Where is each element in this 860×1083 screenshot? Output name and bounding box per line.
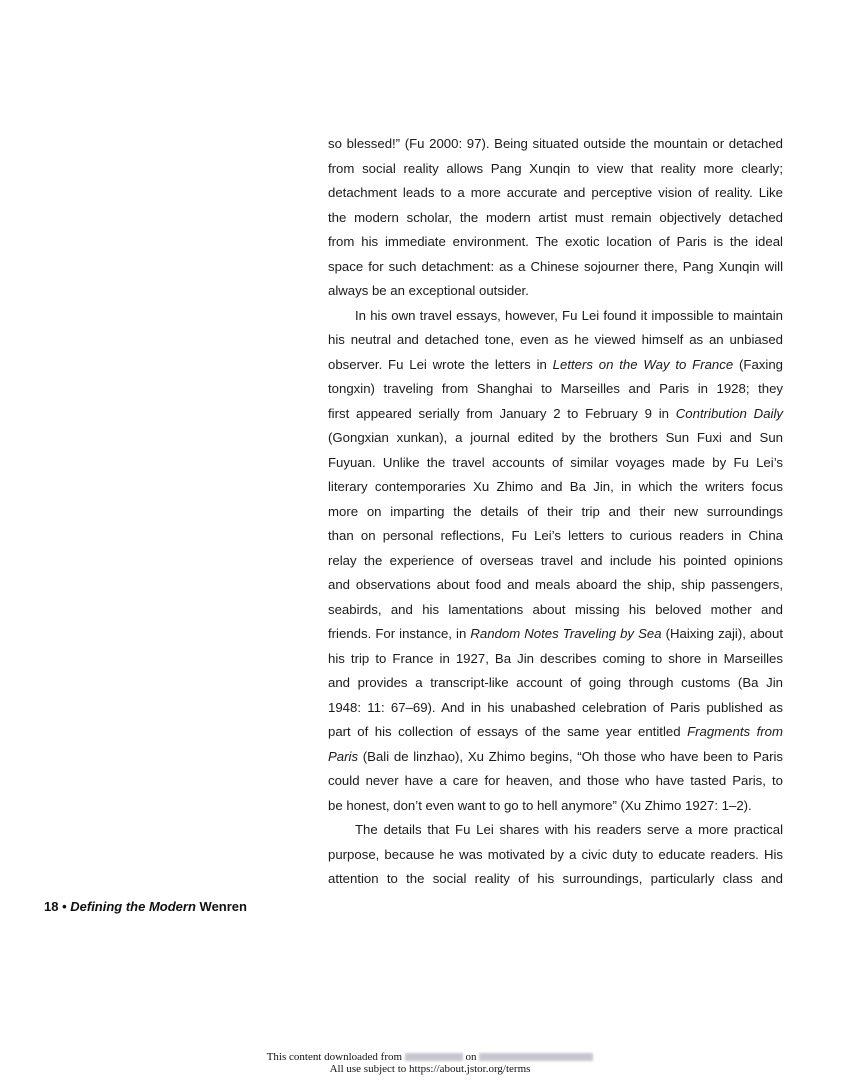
text-line xyxy=(328,279,783,304)
text-line xyxy=(328,745,783,770)
body-text xyxy=(328,132,783,892)
running-footer xyxy=(44,899,247,914)
text-line xyxy=(328,304,783,329)
text-line xyxy=(328,622,783,647)
text-line xyxy=(328,843,783,868)
text-line xyxy=(328,794,783,819)
text-line xyxy=(328,402,783,427)
redacted-ip xyxy=(405,1053,463,1061)
text-line xyxy=(328,132,783,157)
text-line xyxy=(328,549,783,574)
text-segment: detachment leads to a more accurate and perceptive vision of reality. Like xyxy=(328,185,783,200)
text-segment: (Gongxian xunkan), a journal edited by the brothers Sun Fuxi and Sun xyxy=(328,430,783,445)
italic-title: Fragments from xyxy=(687,724,783,739)
text-segment: than on personal reflections, Fu Lei’s letters to curious readers in China xyxy=(328,528,783,543)
text-segment: and provides a transcript-like account of going through customs (Ba Jin xyxy=(328,675,783,690)
text-segment: his trip to France in 1927, Ba Jin describes coming to shore in Marseilles xyxy=(328,650,783,666)
text-segment: from social reality allows Pang Xunqin to view that reality more clearly; xyxy=(328,160,783,176)
text-line xyxy=(328,696,783,721)
text-line xyxy=(328,671,783,696)
text-segment: his neutral and detached tone, even as he viewed himself as an unbiased xyxy=(328,332,783,347)
text-segment: always be an exceptional outsider. xyxy=(328,283,529,298)
download-prefix: This content downloaded from xyxy=(266,1051,405,1063)
text-segment: purpose, because he was motivated by a civic duty to educate readers. His xyxy=(328,846,783,862)
book-title-italic: Defining the Modern xyxy=(70,899,196,914)
download-on: on xyxy=(462,1051,480,1063)
text-line xyxy=(328,426,783,451)
terms-line: All use subject to https://about.jstor.org/terms xyxy=(329,1063,531,1075)
text-line xyxy=(328,573,783,598)
text-segment: from his immediate environment. The exotic location of Paris is the ideal xyxy=(328,234,783,249)
text-line xyxy=(328,353,783,378)
text-line xyxy=(328,769,783,794)
text-segment: more on imparting the details of their trip and their new surroundings xyxy=(328,503,783,519)
text-segment: could never have a care for heaven, and those who have tasted Paris, to xyxy=(328,773,783,788)
text-segment: attention to the social reality of his surroundings, particularly class and xyxy=(328,871,783,886)
text-segment: so blessed!” (Fu 2000: 97). Being situated outside the mountain or detached xyxy=(328,136,783,151)
text-line xyxy=(328,206,783,231)
text-line xyxy=(328,181,783,206)
text-line xyxy=(328,451,783,476)
text-segment: In his own travel essays, however, Fu Lei found it impossible to maintain xyxy=(355,307,783,323)
text-segment: (Faxing xyxy=(733,356,783,372)
text-line xyxy=(328,867,783,892)
text-segment: observer. Fu Lei wrote the letters in xyxy=(328,356,553,372)
footer-separator: • xyxy=(58,899,71,914)
text-segment: first appeared serially from January 2 to February 9 in xyxy=(328,405,676,421)
text-segment: part of his collection of essays of the same year entitled xyxy=(328,724,688,739)
text-line xyxy=(328,230,783,255)
text-segment: relay the experience of overseas travel and include his pointed opinions xyxy=(328,552,783,568)
text-segment: seabirds, and his lamentations about missing his beloved mother and xyxy=(328,601,783,617)
text-segment: and observations about food and meals aboard the ship, ship passengers, xyxy=(328,577,783,592)
text-segment: (Bali de linzhao), Xu Zhimo begins, “Oh those who have been to Paris xyxy=(358,748,783,764)
italic-title: Paris xyxy=(328,748,359,764)
book-title-roman: Wenren xyxy=(195,899,247,914)
text-segment: tongxin) traveling from Shanghai to Marseilles and Paris in 1928; they xyxy=(328,381,783,396)
text-line xyxy=(328,818,783,843)
text-line xyxy=(328,157,783,182)
text-line xyxy=(328,647,783,672)
text-segment: Fuyuan. Unlike the travel accounts of similar voyages made by Fu Lei’s xyxy=(328,454,783,470)
text-line xyxy=(328,255,783,280)
text-line xyxy=(328,377,783,402)
page-number: 18 xyxy=(44,899,59,914)
text-segment: friends. For instance, in xyxy=(328,626,471,641)
text-line xyxy=(328,598,783,623)
text-segment: literary contemporaries Xu Zhimo and Ba Jin, in which the writers focus xyxy=(328,479,783,494)
italic-title: Contribution Daily xyxy=(675,405,783,421)
text-line xyxy=(328,720,783,745)
jstor-download-notice xyxy=(0,1051,860,1075)
text-line xyxy=(328,500,783,525)
text-line xyxy=(328,328,783,353)
text-segment: (Haixing zaji), about xyxy=(661,626,783,641)
text-line xyxy=(328,524,783,549)
redacted-timestamp xyxy=(479,1053,593,1061)
text-line xyxy=(328,475,783,500)
text-segment: be honest, don’t even want to go to hell anymore” (Xu Zhimo 1927: 1–2). xyxy=(328,797,752,813)
text-segment: The details that Fu Lei shares with his readers serve a more practical xyxy=(355,822,783,837)
italic-title: Random Notes Traveling by Sea xyxy=(470,626,662,641)
download-line xyxy=(0,1051,860,1063)
italic-title: Letters on the Way to France xyxy=(552,356,734,372)
text-segment: 1948: 11: 67–69). And in his unabashed celebration of Paris published as xyxy=(328,699,783,715)
text-segment: space for such detachment: as a Chinese sojourner there, Pang Xunqin will xyxy=(328,258,783,274)
text-segment: the modern scholar, the modern artist must remain objectively detached xyxy=(328,209,783,225)
